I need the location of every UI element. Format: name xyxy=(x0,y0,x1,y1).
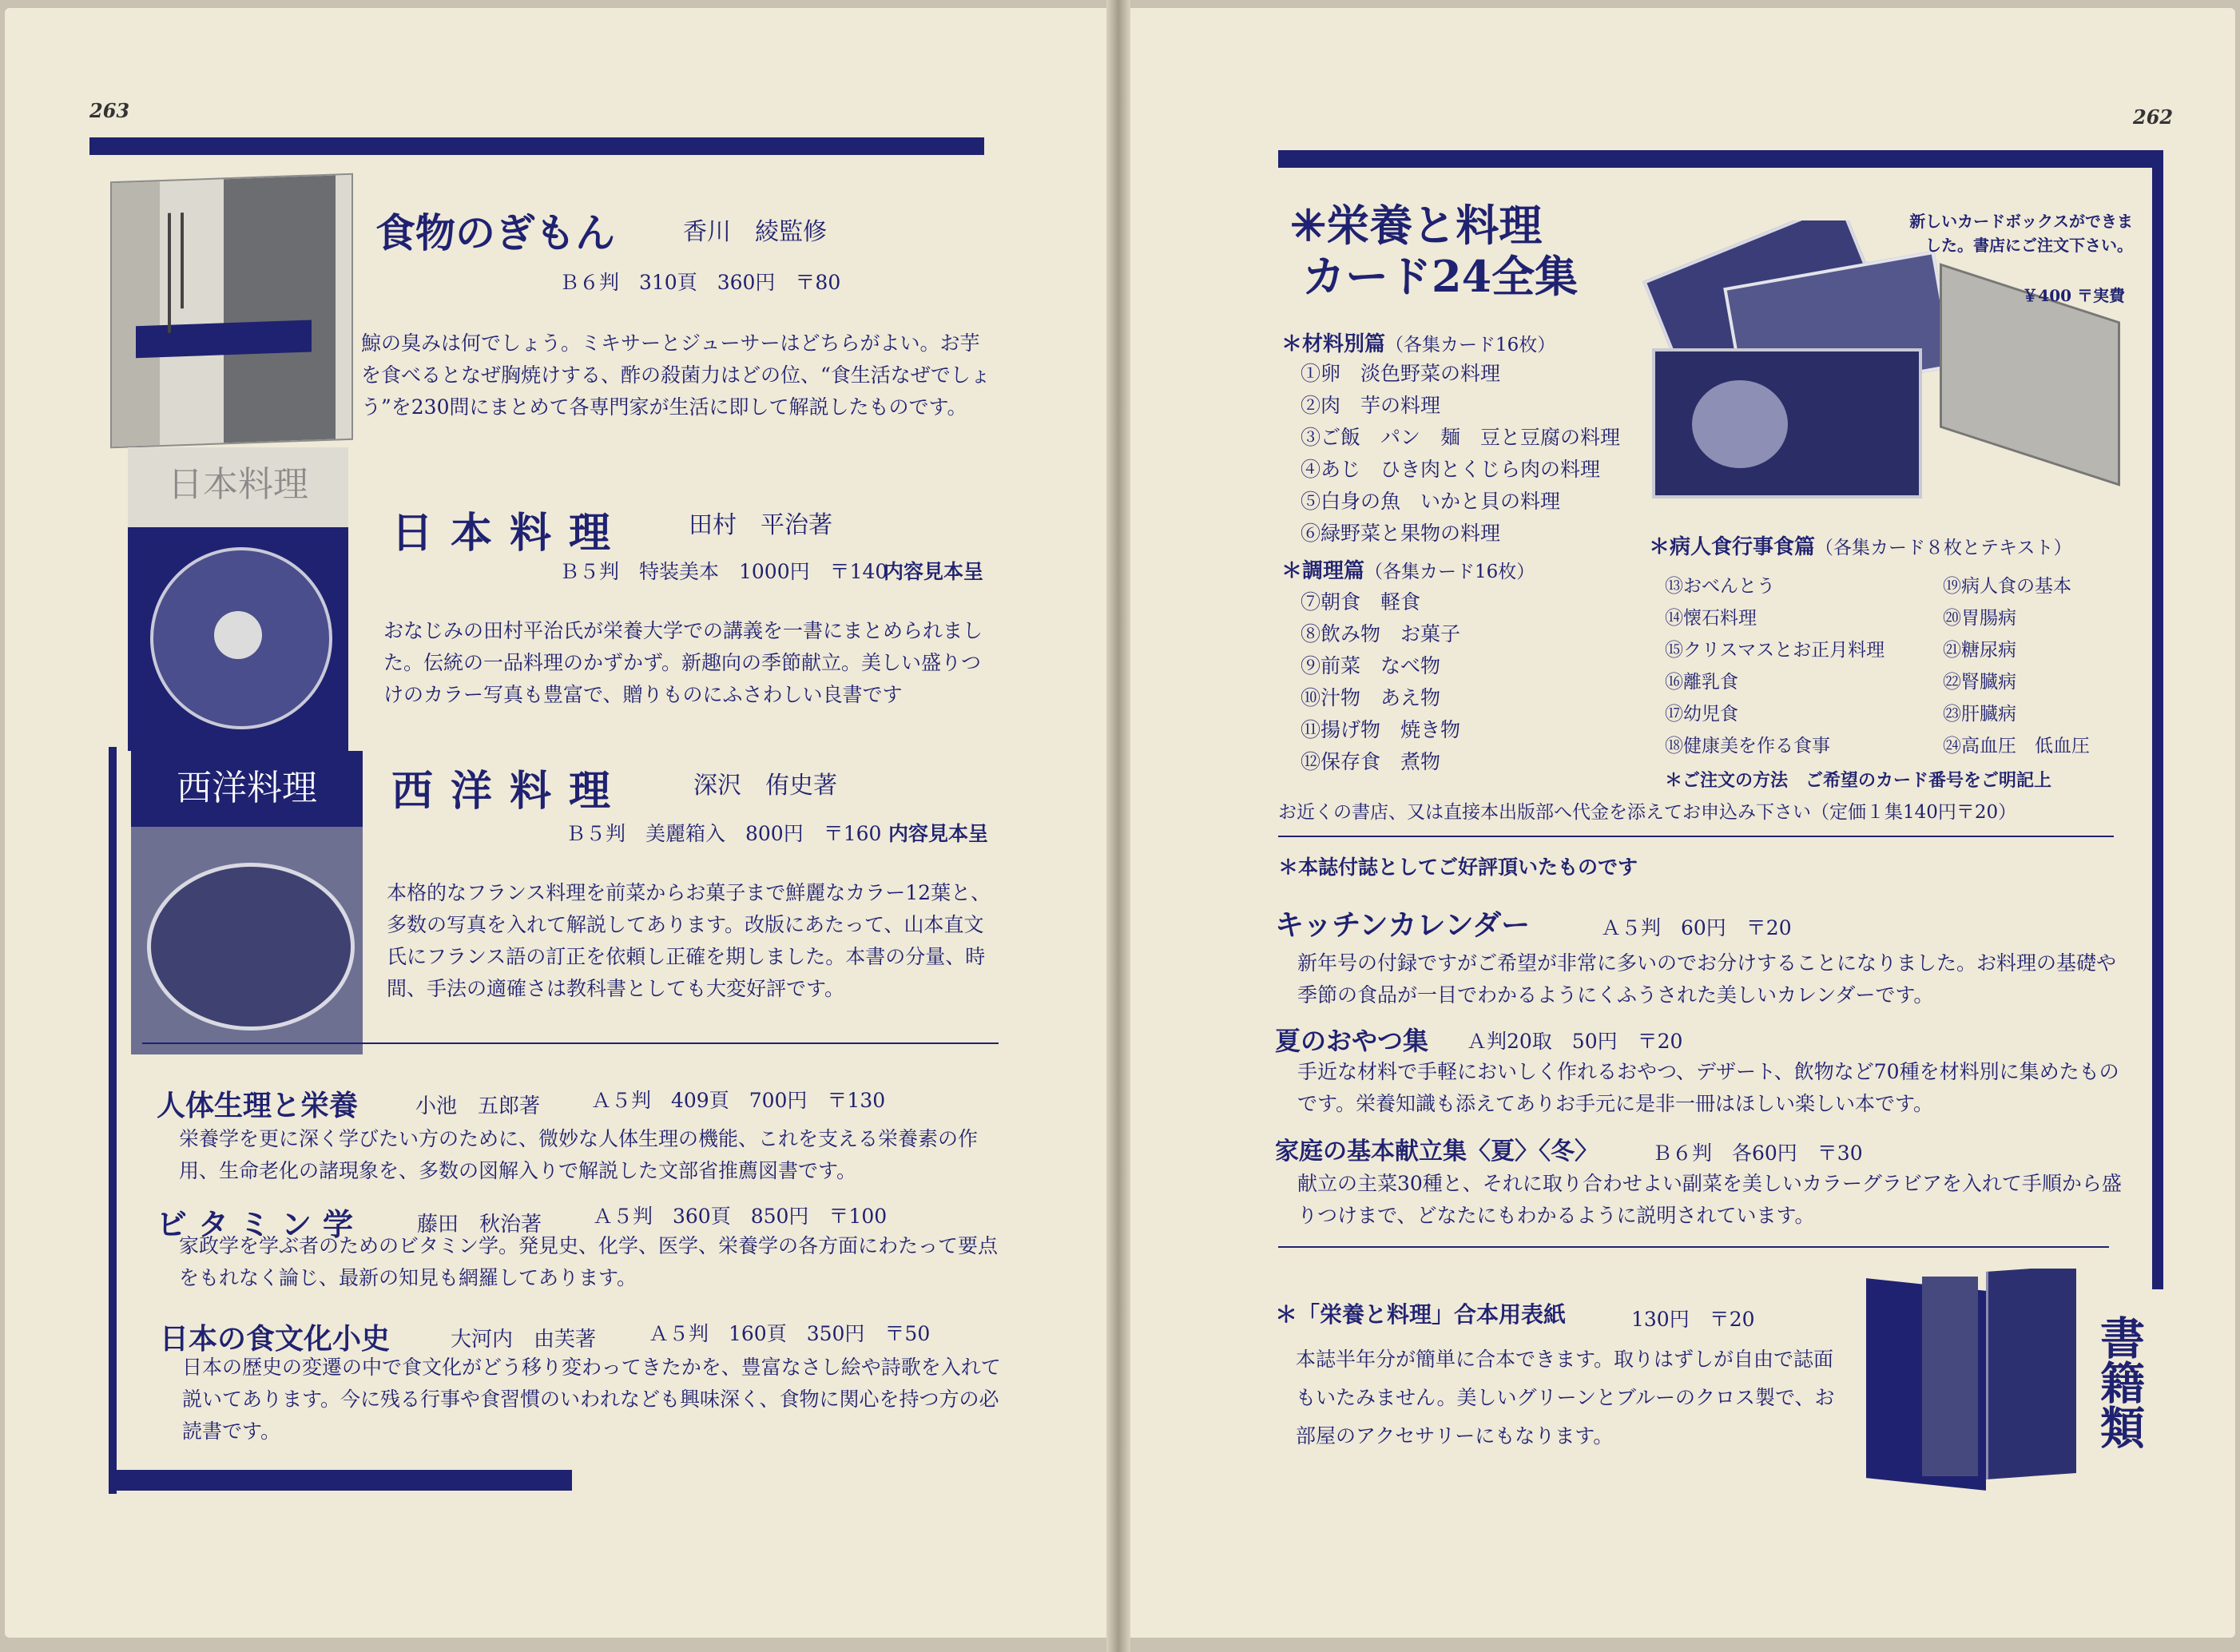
section-title: ＊調理篇（各集カード16枚） xyxy=(1281,559,1535,583)
cards-subtitle: カード24全集 xyxy=(1302,251,1579,302)
book-description: 栄養学を更に深く学びたい方のために、微妙な人体生理の機能、これを支える栄養素の作用、生命老化の諸現象を、多数の図解入りで解説した文部省推薦図書です。 xyxy=(179,1127,979,1182)
box-note: 新しいカードボックスができました。書店にご注文下さい。 xyxy=(1909,212,2133,255)
book-meta: Ｂ６判 310頁 360円 〒80 xyxy=(559,271,841,294)
supplement-description: 新年号の付録ですがご希望が非常に多いのでお分けすることになりました。お料理の基礎や季節の食品が一目でわかるようにくふうされた美しいカレンダーです。 xyxy=(1297,951,2117,1007)
list-item: ⑲病人食の基本 xyxy=(1943,576,2071,597)
supplement-title: キッチンカレンダー xyxy=(1275,908,1531,942)
top-border-bar xyxy=(89,137,984,155)
book-author: 田村 平治著 xyxy=(689,511,832,539)
book-author: 藤田 秋治著 xyxy=(417,1213,542,1237)
book-description: 家政学を学ぶ者のためのビタミン学。発見史、化学、医学、栄養学の各方面にわたって要点をもれなく論じ、最新の知見も網羅してあります。 xyxy=(179,1234,999,1289)
book-author: 小池 五郎著 xyxy=(415,1094,541,1118)
book-description: 本格的なフランス料理を前菜からお菓子まで鮮麗なカラー12葉と、多数の写真を入れて解説してあります。改版にあたって、山本直文氏にフランス語の訂正を依頼し正確を期しました。本書の分量、時間、手法の適確さは教科書としても大変好評です。 xyxy=(387,881,991,1000)
list-item: ⑮クリスマスとお正月料理 xyxy=(1665,640,1885,661)
divider xyxy=(1278,836,2114,837)
book-gutter xyxy=(1106,0,1130,1652)
list-item: ㉑糖尿病 xyxy=(1943,640,2016,661)
left-border-bar xyxy=(109,747,117,1494)
cards-title: ✳栄養と料理 xyxy=(1290,200,1543,251)
book-meta: Ａ５判 160頁 350円 〒50 xyxy=(649,1322,931,1345)
list-item: ⑧飲み物 お菓子 xyxy=(1301,622,1461,645)
card-list xyxy=(1301,586,1460,778)
list-item: ⑯離乳食 xyxy=(1665,672,1738,693)
book-title: 日本料理 xyxy=(391,509,629,558)
list-item: ㉓肝臓病 xyxy=(1943,704,2016,725)
supplement-header: ＊本誌付誌としてご好評頂いたものです xyxy=(1278,856,1638,879)
page-number: 262 xyxy=(2133,105,2174,129)
book-title: 日本の食文化小史 xyxy=(160,1322,391,1356)
book-cover-image xyxy=(131,751,363,1054)
supplement-meta: Ｂ６判 各60円 〒30 xyxy=(1652,1142,1863,1165)
section-title: ＊病人食行事食篇（各集カード８枚とテキスト） xyxy=(1649,535,2072,559)
card-list xyxy=(1301,358,1620,550)
section-title: ＊材料別篇（各集カード16枚） xyxy=(1281,332,1556,356)
book-meta: Ｂ５判 特装美本 1000円 〒140 xyxy=(559,560,888,583)
supplement-meta: Ａ５判 60円 〒20 xyxy=(1601,916,1792,939)
book-author: 大河内 由芙著 xyxy=(451,1328,597,1352)
list-item: ⑪揚げ物 焼き物 xyxy=(1301,718,1461,741)
list-item: ④あじ ひき肉とくじら肉の料理 xyxy=(1301,458,1601,481)
right-border-bar xyxy=(2152,150,2163,1289)
list-item: ㉔高血圧 低血圧 xyxy=(1943,736,2090,757)
book-meta: Ａ５判 360頁 850円 〒100 xyxy=(593,1205,888,1228)
list-item: ⑨前菜 なべ物 xyxy=(1301,654,1441,677)
supplement-description: 手近な材料で手軽においしく作れるおやつ、デザート、飲物など70種を材料別に集めたものです。栄養知識も添えてありお手元に是非一冊はほしい楽しい本です。 xyxy=(1297,1060,2119,1115)
supplement-title: 夏のおやつ集 xyxy=(1275,1026,1429,1056)
cover-title: 西洋料理 xyxy=(177,768,317,808)
bottom-border-bar xyxy=(109,1470,572,1491)
order-instruction: お近くの書店、又は直接本出版部へ代金を添えてお申込み下さい（定価１集140円〒20） xyxy=(1278,802,2017,823)
order-instruction: ＊ご注文の方法 ご希望のカード番号をご明記上 xyxy=(1665,770,2052,791)
list-item: ③ご飯 パン 麺 豆と豆腐の料理 xyxy=(1301,426,1621,449)
binder-meta: 130円 〒20 xyxy=(1631,1308,1755,1331)
book-author: 香川 綾監修 xyxy=(683,218,827,246)
card-list xyxy=(1943,570,2090,762)
list-item: ①卵 淡色野菜の料理 xyxy=(1301,362,1501,385)
divider xyxy=(142,1042,999,1044)
binder-description: 本誌半年分が簡単に合本できます。取りはずしが自由で誌面もいたみません。美しいグリーンとブルーのクロス製で、お部屋のアクセサリーにもなります。 xyxy=(1296,1348,1835,1447)
book-cover-image xyxy=(128,447,348,751)
list-item: ⑭懐石料理 xyxy=(1665,608,1757,629)
list-item: ㉒腎臓病 xyxy=(1943,672,2016,693)
book-author: 深沢 侑史著 xyxy=(693,772,837,800)
book-description: 鯨の臭みは何でしょう。ミキサーとジューサーはどちらがよい。お芋を食べるとなぜ胸焼けする、酢の殺菌力はどの位、“食生活なぜでしょう”を230問にまとめて各専門家が生活に即して解説したものです。 xyxy=(361,332,991,419)
divider xyxy=(1278,1246,2109,1248)
list-item: ⑫保存食 煮物 xyxy=(1301,750,1441,773)
book-meta: Ｂ５判 美麗箱入 800円 〒160 xyxy=(566,822,882,845)
book-meta: Ａ５判 409頁 700円 〒130 xyxy=(591,1089,886,1112)
list-item: ②肉 芋の料理 xyxy=(1301,394,1441,417)
list-item: ⑦朝食 軽食 xyxy=(1301,590,1421,614)
binder-title: ＊「栄養と料理」合本用表紙 xyxy=(1275,1301,1567,1328)
book-badge: 内容見本呈 xyxy=(888,822,989,845)
book-description: 日本の歴史の変遷の中で食文化がどう移り変わってきたかを、豊富なさし絵や詩歌を入れて説いてあります。今に残る行事や食習慣のいわれなども興味深く、食物に関心を持つ方の必読書です。 xyxy=(182,1356,1001,1443)
supplement-meta: Ａ判20取 50円 〒20 xyxy=(1467,1030,1683,1053)
supplement-title: 家庭の基本献立集〈夏〉〈冬〉 xyxy=(1275,1138,1599,1166)
book-title: ビタミン学 xyxy=(157,1206,365,1242)
list-item: ⑬おべんとう xyxy=(1665,576,1775,597)
book-cover-image xyxy=(110,173,353,449)
page-number: 263 xyxy=(89,99,130,122)
book-title: 人体生理と栄養 xyxy=(157,1089,359,1122)
supplement-description: 献立の主菜30種と、それに取り合わせよい副菜を美しいカラーグラビアを入れて手順から盛りつけまで、どなたにもわかるように説明されています。 xyxy=(1297,1172,2122,1227)
list-item: ⑤白身の魚 いかと貝の料理 xyxy=(1301,490,1561,513)
cover-title: 日本料理 xyxy=(168,464,308,505)
book-badge: 内容見本呈 xyxy=(884,560,984,583)
list-item: ⑱健康美を作る食事 xyxy=(1665,736,1830,757)
binder-image xyxy=(1866,1269,2082,1492)
book-title: 西洋料理 xyxy=(391,767,629,816)
book-title: 食物のぎもん xyxy=(375,209,615,256)
top-border-bar xyxy=(1278,150,2163,168)
list-item: ⑰幼児食 xyxy=(1665,704,1738,725)
list-item: ⑥緑野菜と果物の料理 xyxy=(1301,522,1501,545)
card-list xyxy=(1665,570,1885,762)
card-box-image xyxy=(1636,220,2123,508)
category-label: 書籍類 xyxy=(2093,1315,2145,1449)
list-item: ⑩汁物 あえ物 xyxy=(1301,686,1441,709)
book-description: おなじみの田村平治氏が栄養大学での講義を一書にまとめられました。伝統の一品料理のかずかず。新趣向の季節献立。美しい盛りつけのカラー写真も豊富で、贈りものにふさわしい良書です xyxy=(383,619,983,706)
box-price: ￥400 〒実費 xyxy=(2022,286,2125,305)
list-item: ⑳胃腸病 xyxy=(1943,608,2016,629)
